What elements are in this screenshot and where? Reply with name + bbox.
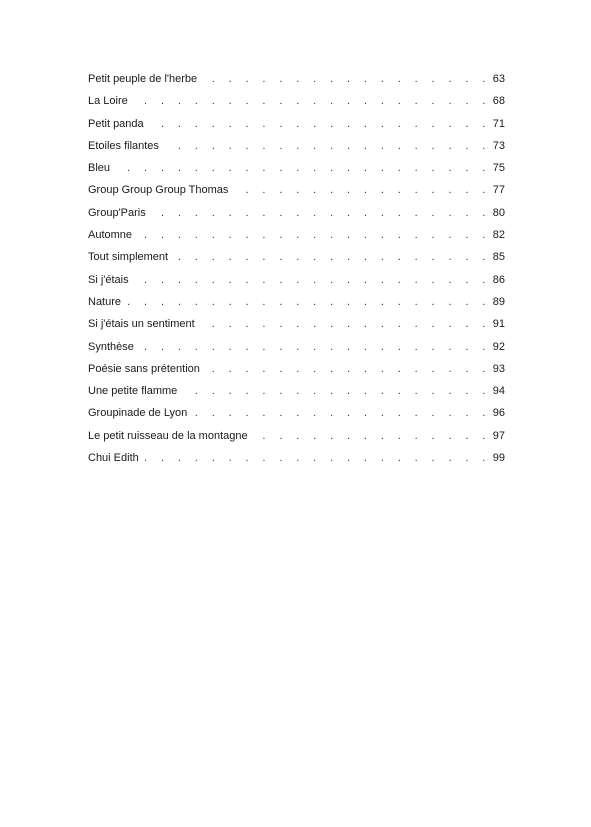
toc-entry [88,93,505,115]
toc-entry-title: Bleu [88,162,111,175]
toc-dot-leader [201,71,491,87]
toc-entry-page-number: 77 [492,184,505,197]
toc-entry-page-number: 63 [492,73,505,85]
toc-entry [88,71,505,93]
toc-entry [88,294,505,316]
toc-entry-page-number: 68 [492,95,505,108]
toc-entry [88,182,505,204]
toc-entry-title: Une petite flamme [88,385,178,398]
toc-entry-page-number: 75 [492,162,505,175]
toc-dot-leader [163,138,491,154]
toc-dot-leader [172,249,491,265]
toc-dot-leader [148,116,491,132]
toc-entry-page-number: 99 [492,452,505,465]
toc-entry-title: Si j'étais un sentiment [88,318,195,331]
toc-dot-leader [150,205,491,221]
toc-dot-leader [204,361,491,377]
toc-dot-leader [136,227,491,243]
toc-entry-page-number: 80 [492,206,505,219]
toc-entry-page-number: 97 [492,429,505,442]
toc-entry [88,138,505,160]
toc-dot-leader [114,160,491,176]
toc-entry [88,205,505,227]
toc-entry [88,405,505,427]
toc-entry [88,339,505,361]
toc-dot-leader [191,405,490,421]
toc-entry-title: Group'Paris [88,206,146,219]
toc-entry-title: Si j'étais [88,273,129,286]
toc-entry-title: Groupinade de Lyon [88,407,188,420]
table-of-contents [88,71,505,472]
toc-dot-leader [138,339,491,355]
toc-entry [88,249,505,271]
toc-dot-leader [199,316,491,332]
toc-entry-title: Petit peuple de l'herbe [88,73,198,85]
toc-entry-title: Petit panda [88,117,144,130]
toc-dot-leader [143,450,491,466]
toc-entry [88,272,505,294]
toc-entry [88,227,505,249]
toc-dot-leader [125,294,491,310]
toc-dot-leader [133,272,491,288]
toc-entry-title: Group Group Group Thomas [88,184,229,197]
toc-entry-page-number: 71 [492,117,505,130]
toc-entry [88,428,505,450]
toc-entry [88,383,505,405]
toc-entry-title: Nature [88,295,122,308]
toc-entry-title: La Loire [88,95,128,108]
toc-entry-page-number: 92 [492,340,505,353]
toc-entry [88,361,505,383]
toc-entry-page-number: 94 [492,385,505,398]
toc-entry [88,450,505,472]
toc-entry [88,316,505,338]
toc-entry [88,116,505,138]
toc-entry-page-number: 73 [492,139,505,152]
toc-entry-title: Le petit ruisseau de la montagne [88,429,248,442]
toc-entry-title: Synthèse [88,340,134,353]
toc-entry-page-number: 93 [492,362,505,375]
toc-entry-title: Etoiles filantes [88,139,159,152]
toc-entry-page-number: 82 [492,229,505,242]
toc-dot-leader [181,383,490,399]
toc-entry-page-number: 91 [492,318,505,331]
toc-entry-title: Automne [88,229,133,242]
toc-dot-leader [232,182,490,198]
toc-dot-leader [132,93,491,109]
toc-entry-title: Tout simplement [88,251,169,264]
toc-entry-page-number: 85 [492,251,505,264]
toc-entry-title: Poésie sans prétention [88,362,200,375]
toc-entry-page-number: 89 [492,295,505,308]
toc-entry [88,160,505,182]
toc-entry-title: Chui Edith [88,452,139,465]
toc-entry-page-number: 96 [492,407,505,420]
toc-entry-page-number: 86 [492,273,505,286]
toc-dot-leader [252,428,491,444]
